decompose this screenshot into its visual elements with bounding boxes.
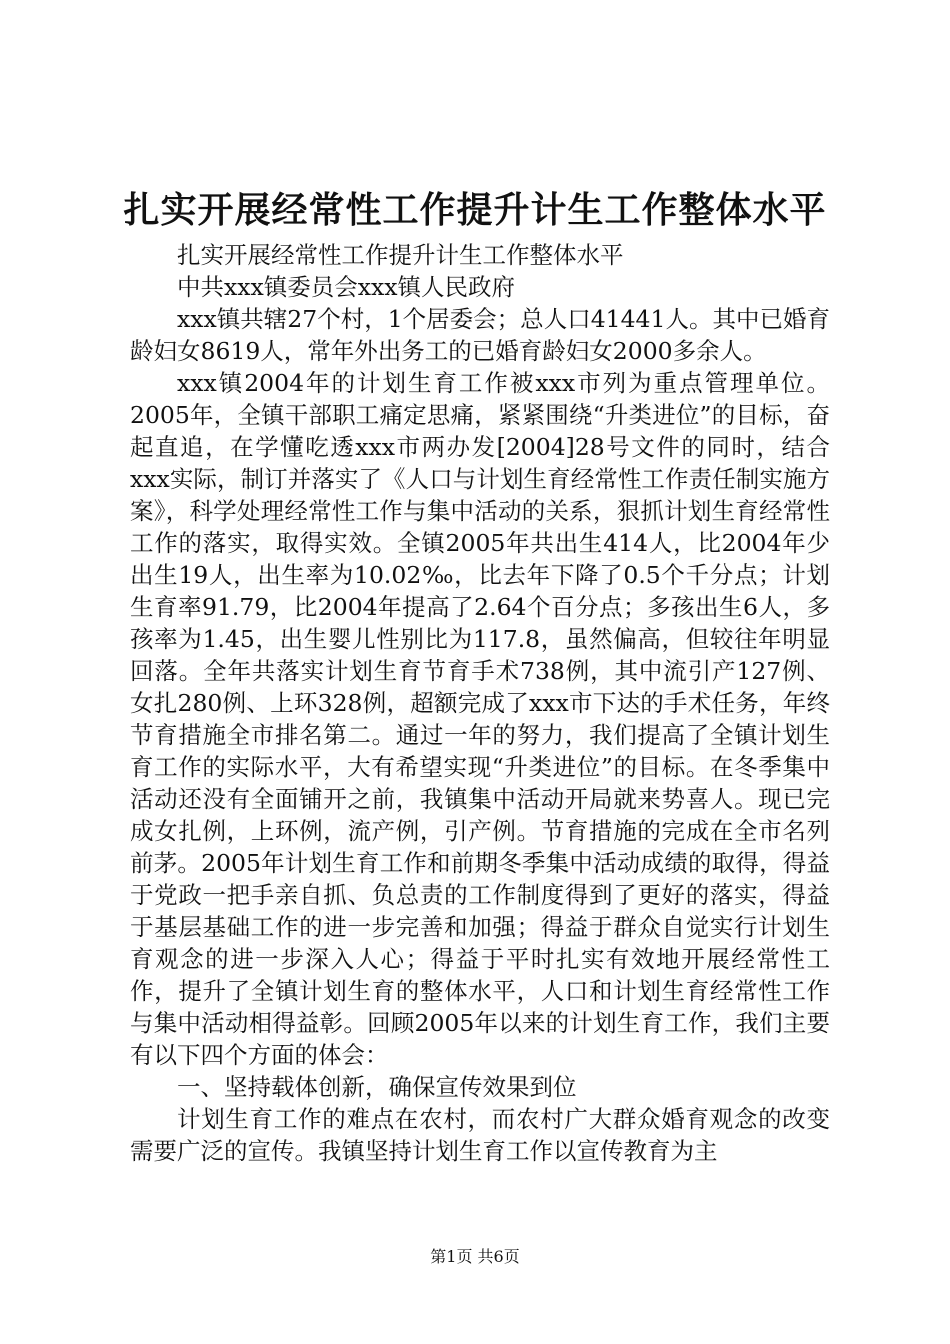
body-paragraph: 计划生育工作的难点在农村，而农村广大群众婚育观念的改变需要广泛的宣传。我镇坚持计划生育工作以宣传教育为主 bbox=[130, 1105, 830, 1165]
body-paragraph: xxx镇共辖27个村，1个居委会；总人口41441人。其中已婚育龄妇女8619人，常年外出务工的已婚育龄妇女2000多余人。 bbox=[130, 305, 830, 365]
document-body bbox=[130, 239, 830, 1167]
page-footer: 第1页 共6页 bbox=[430, 1247, 520, 1266]
document-title: 扎实开展经常性工作提升计生工作整体水平 bbox=[123, 189, 827, 231]
author-paragraph: 中共xxx镇委员会xxx镇人民政府 bbox=[177, 273, 516, 301]
subtitle-paragraph: 扎实开展经常性工作提升计生工作整体水平 bbox=[177, 241, 624, 269]
body-paragraph: xxx镇2004年的计划生育工作被xxx市列为重点管理单位。2005年，全镇干部职工痛定思痛，紧紧围绕“升类进位”的目标，奋起直追，在学懂吃透xxx市两办发[2004]28号文件的同时，结合xxx实际，制订并落实了《人口与计划生育经常性工作责任制实施方案》，科学处理经常性工作与集中活动的关系，狠抓计划生育经常性工作的落实，取得实效。全镇2005年共出生414人，比2004年少出生19人，出生率为10.02‰，比去年下降了0.5个千分点；计划生育率91.79，比2004年提高了2.64个百分点；多孩出生6人，多孩率为1.45，出生婴儿性别比为117.8，虽然偏高，但较往年明显回落。全年共落实计划生育节育手术738例，其中流引产127例、女扎280例、上环328例，超额完成了xxx市下达的手术任务，年终节育措施全市排名第二。通过一年的努力，我们提高了全镇计划生育工作的实际水平，大有希望实现“升类进位”的目标。在冬季集中活动还没有全面铺开之前，我镇集中活动开局就来势喜人。现已完成女扎例，上环例，流产例，引产例。节育措施的完成在全市名列前茅。2005年计划生育工作和前期冬季集中活动成绩的取得，得益于党政一把手亲自抓、负总责的工作制度得到了更好的落实，得益于基层基础工作的进一步完善和加强；得益于群众自觉实行计划生育观念的进一步深入人心；得益于平时扎实有效地开展经常性工作，提升了全镇计划生育的整体水平，人口和计划生育经常性工作与集中活动相得益彰。回顾2005年以来的计划生育工作，我们主要有以下四个方面的体会： bbox=[130, 369, 830, 1069]
section-heading: 一、坚持载体创新，确保宣传效果到位 bbox=[177, 1073, 577, 1101]
